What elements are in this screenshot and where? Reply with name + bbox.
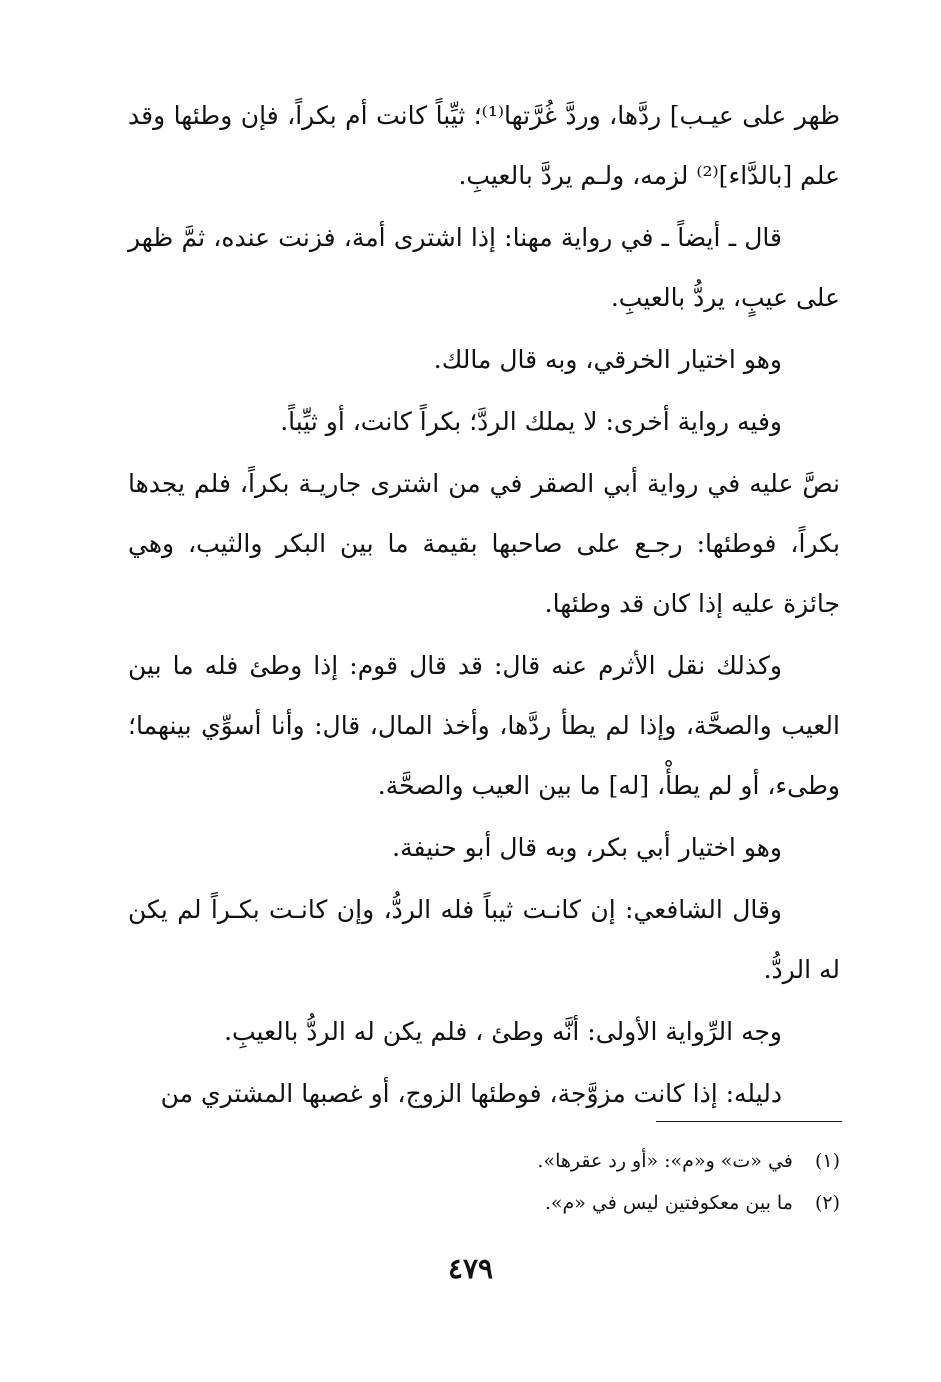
footnotes	[128, 1140, 840, 1224]
page-number: ٤٧٩	[447, 1252, 494, 1285]
paragraph-10: دليله: إذا كانت مزوَّجة، فوطئها الزوج، أو غصبها المشتري من	[160, 1079, 782, 1108]
paragraph-2: قال ـ أيضاً ـ في رواية مهنا: إذا اشترى أمة، فزنت عنده، ثمَّ ظهر على عيبٍ، يردُّ بالعيبِ.	[128, 223, 840, 312]
paragraph-9: وجه الرِّواية الأولى: أنَّه وطئ ، فلم يكن له الردُّ بالعيبِ.	[224, 1017, 782, 1046]
paragraph-6: وكذلك نقل الأثرم عنه قال: قد قال قوم: إذا وطئ فله ما بين العيب والصحَّة، وإذا لم يطأ ردَّها، وأخذ المال، قال: وأنا أسوِّي بينهما؛ وطىء، أو لم يطأْ، [له] ما بين العيب والصحَّة.	[128, 651, 840, 800]
footnote-number: (٢)	[814, 1192, 840, 1214]
footnote-text: في «ت» و«م»: «أو رد عقرها».	[537, 1150, 793, 1172]
paragraph-1: ظهر على عيـب] ردَّها، وردَّ غُرَّتها⁽¹⁾؛ ثيِّباً كانت أم بكراً، فإن وطئها وقد علم [بالدَّاء]⁽²⁾ لزمه، ولـم يردَّ بالعيبِ.	[128, 101, 840, 190]
footnote-2	[128, 1182, 840, 1224]
paragraph-8: وقال الشافعي: إن كانـت ثيباً فله الردُّ، وإن كانـت بكـراً لم يكن له الردُّ.	[128, 895, 840, 984]
paragraph-3: وهو اختيار الخرقي، وبه قال مالك.	[433, 345, 782, 374]
footnote-text: ما بين معكوفتين ليس في «م».	[544, 1192, 793, 1214]
paragraph-7: وهو اختيار أبي بكر، وبه قال أبو حنيفة.	[392, 833, 782, 862]
main-text	[128, 86, 840, 1126]
footnote-1	[128, 1140, 840, 1182]
footnote-separator	[656, 1121, 842, 1122]
paragraph-5: نصَّ عليه في رواية أبي الصقر في من اشترى جاريـة بكراً، فلم يجدها بكراً، فوطئها: رجـع على صاحبها بقيمة ما بين البكر والثيب، وهي جائزة عليه إذا كان قد وطئها.	[128, 469, 840, 618]
paragraph-4: وفيه رواية أخرى: لا يملك الردَّ؛ بكراً كانت، أو ثيِّباً.	[280, 407, 782, 436]
footnote-number: (١)	[814, 1150, 840, 1172]
